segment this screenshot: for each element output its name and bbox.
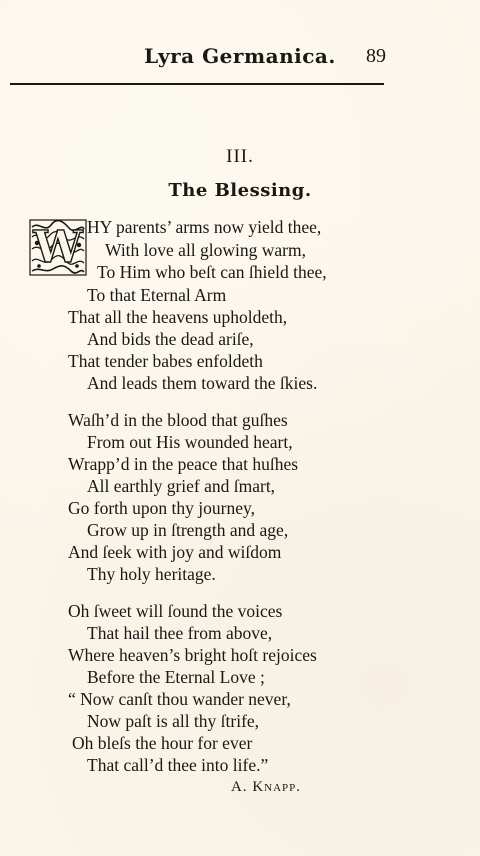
poem-attribution: A. Knapp. (231, 779, 302, 795)
verse-line: Waſh’d in the blood that guſhes (68, 410, 288, 430)
verse-line: Thy holy heritage. (87, 564, 216, 584)
verse-line: Grow up in ſtrength and age, (87, 520, 289, 540)
verse-line: Oh ſweet will ſound the voices (68, 601, 283, 621)
section-number: III. (226, 146, 254, 167)
verse-line: And leads them toward the ſkies. (87, 373, 318, 393)
header-rule (10, 83, 384, 85)
running-title: Lyra Germanica. (144, 44, 336, 68)
verse-line: Oh bleſs the hour for ever (72, 733, 253, 753)
verse-line: Wrapp’d in the peace that huſhes (68, 454, 299, 474)
verse-line: Go forth upon thy journey, (68, 498, 255, 518)
verse-line: HY parents’ arms now yield thee, (87, 217, 322, 237)
verse-line: All earthly grief and ſmart, (87, 476, 276, 496)
verse-line: That all the heavens upholdeth, (68, 307, 288, 327)
verse-line: With love all glowing warm, (105, 240, 306, 260)
verse-line: “ Now canſt thou wander never, (68, 689, 291, 709)
verse-line: That tender babes enfoldeth (68, 351, 263, 371)
poem-title: The Blessing. (168, 180, 312, 201)
verse-line: Now paſt is all thy ſtrife, (87, 711, 260, 731)
verse-line: To Him who beſt can ſhield thee, (97, 262, 327, 282)
verse-line: That hail thee from above, (87, 623, 273, 643)
verse-line: From out His wounded heart, (87, 432, 293, 452)
verse-line: Where heaven’s bright hoſt rejoices (68, 645, 317, 665)
verse-line: And ſeek with joy and wiſdom (68, 542, 282, 562)
ornamental-drop-cap (29, 219, 87, 276)
verse-line: To that Eternal Arm (87, 285, 227, 305)
verse-line: And bids the dead ariſe, (87, 329, 254, 349)
page-number: 89 (366, 45, 386, 67)
drop-cap-letter: W (33, 222, 83, 273)
verse-line: That call’d thee into life.” (87, 755, 269, 775)
verse-line: Before the Eternal Love ; (87, 667, 265, 687)
